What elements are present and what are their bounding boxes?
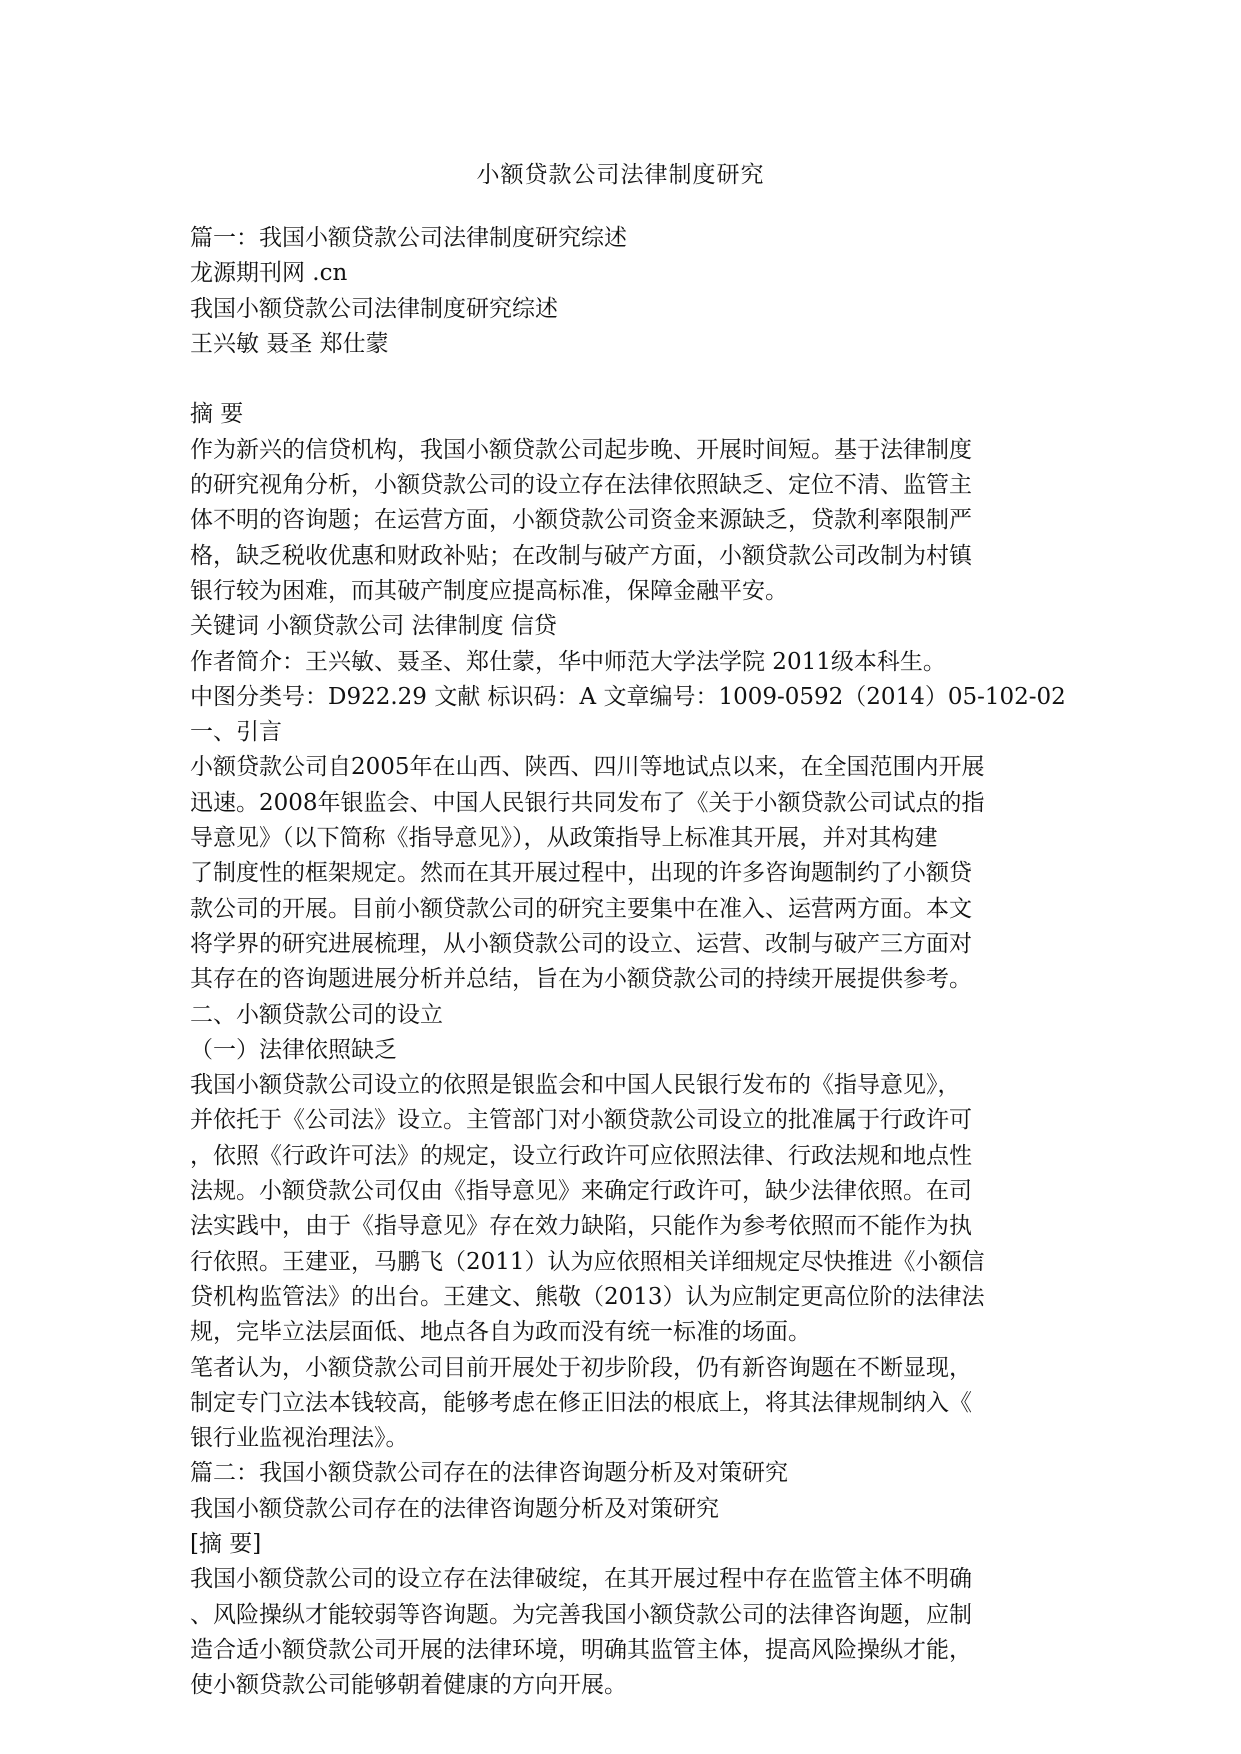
text-line: 法实践中，由于《指导意见》存在效力缺陷，只能作为参考依照而不能作为执 [190, 1213, 972, 1240]
text-line: 迅速。2008年银监会、中国人民银行共同发布了《关于小额贷款公司试点的指 [190, 789, 985, 816]
text-line: 一、引言 [190, 719, 282, 746]
text-line: [摘 要] [190, 1530, 262, 1557]
text-line: 我国小额贷款公司的设立存在法律破绽，在其开展过程中存在监管主体不明确 [190, 1566, 972, 1593]
text-line: 使小额贷款公司能够朝着健康的方向开展。 [190, 1672, 627, 1699]
text-line: 了制度性的框架规定。然而在其开展过程中，出现的许多咨询题制约了小额贷 [190, 860, 972, 887]
text-line: 我国小额贷款公司存在的法律咨询题分析及对策研究 [190, 1495, 719, 1522]
text-line: 造合适小额贷款公司开展的法律环境，明确其监管主体，提高风险操纵才能， [190, 1636, 972, 1663]
text-line: 小额贷款公司自2005年在山西、陕西、四川等地试点以来，在全国范围内开展 [190, 754, 985, 781]
blank-line [190, 362, 1050, 397]
text-line: 银行较为困难，而其破产制度应提高标准，保障金融平安。 [190, 577, 788, 604]
text-line: 行依照。王建亚，马鹏飞（2011）认为应依照相关详细规定尽快推进《小额信 [190, 1248, 985, 1275]
text-line: 款公司的开展。目前小额贷款公司的研究主要集中在准入、运营两方面。本文 [190, 895, 972, 922]
text-line: 银行业监视治理法》。 [190, 1425, 409, 1452]
text-line: 的研究视角分析，小额贷款公司的设立存在法律依照缺乏、定位不清、监管主 [190, 472, 972, 499]
document-body [190, 221, 1066, 1703]
text-line: 、风险操纵才能较弱等咨询题。为完善我国小额贷款公司的法律咨询题，应制 [190, 1601, 972, 1628]
text-line: 笔者认为，小额贷款公司目前开展处于初步阶段，仍有新咨询题在不断显现， [190, 1354, 972, 1381]
text-line: 贷机构监管法》的出台。王建文、熊敬（2013）认为应制定更高位阶的法律法 [190, 1283, 985, 1310]
text-line: 摘 要 [190, 401, 244, 428]
text-line: 规，完毕立法层面低、地点各自为政而没有统一标准的场面。 [190, 1319, 811, 1346]
text-line: 法规。小额贷款公司仅由《指导意见》来确定行政许可，缺少法律依照。在司 [190, 1178, 972, 1205]
text-line: 并依托于《公司法》设立。主管部门对小额贷款公司设立的批准属于行政许可 [190, 1107, 972, 1134]
text-line: 篇二：我国小额贷款公司存在的法律咨询题分析及对策研究 [190, 1460, 788, 1487]
text-line: 中图分类号：D922.29 文献 标识码：A 文章编号：1009-0592（2014）05-102-02 [190, 683, 1066, 710]
text-line: 王兴敏 聂圣 郑仕蒙 [190, 330, 389, 357]
text-line: 作为新兴的信贷机构，我国小额贷款公司起步晚、开展时间短。基于法律制度 [190, 436, 972, 463]
text-line: 篇一：我国小额贷款公司法律制度研究综述 [190, 225, 627, 251]
text-line: 将学界的研究进展梳理，从小额贷款公司的设立、运营、改制与破产三方面对 [190, 930, 972, 957]
document-title: 小额贷款公司法律制度研究 [476, 162, 765, 188]
text-line: 导意见》（以下简称《指导意见》），从政策指导上标准其开展，并对其构建 [190, 825, 938, 852]
text-line: 作者简介：王兴敏、聂圣、郑仕蒙，华中师范大学法学院 2011级本科生。 [190, 648, 946, 675]
text-line: 其存在的咨询题进展分析并总结，旨在为小额贷款公司的持续开展提供参考。 [190, 966, 972, 993]
text-line: 格，缺乏税收优惠和财政补贴；在改制与破产方面，小额贷款公司改制为村镇 [190, 542, 972, 569]
text-line: 制定专门立法本钱较高，能够考虑在修正旧法的根底上，将其法律规制纳入《 [190, 1389, 972, 1416]
text-line: 我国小额贷款公司设立的依照是银监会和中国人民银行发布的《指导意见》， [190, 1072, 961, 1099]
text-line: 二、小额贷款公司的设立 [190, 1001, 443, 1028]
text-line: （一）法律依照缺乏 [190, 1036, 397, 1063]
text-line: 我国小额贷款公司法律制度研究综述 [190, 295, 558, 322]
text-line: ，依照《行政许可法》的规定，设立行政许可应依照法律、行政法规和地点性 [190, 1142, 972, 1169]
text-line: 关键词 小额贷款公司 法律制度 信贷 [190, 613, 557, 640]
text-line: 体不明的咨询题；在运营方面，小额贷款公司资金来源缺乏，贷款利率限制严 [190, 507, 972, 534]
text-line: 龙源期刊网 .cn [190, 260, 348, 287]
